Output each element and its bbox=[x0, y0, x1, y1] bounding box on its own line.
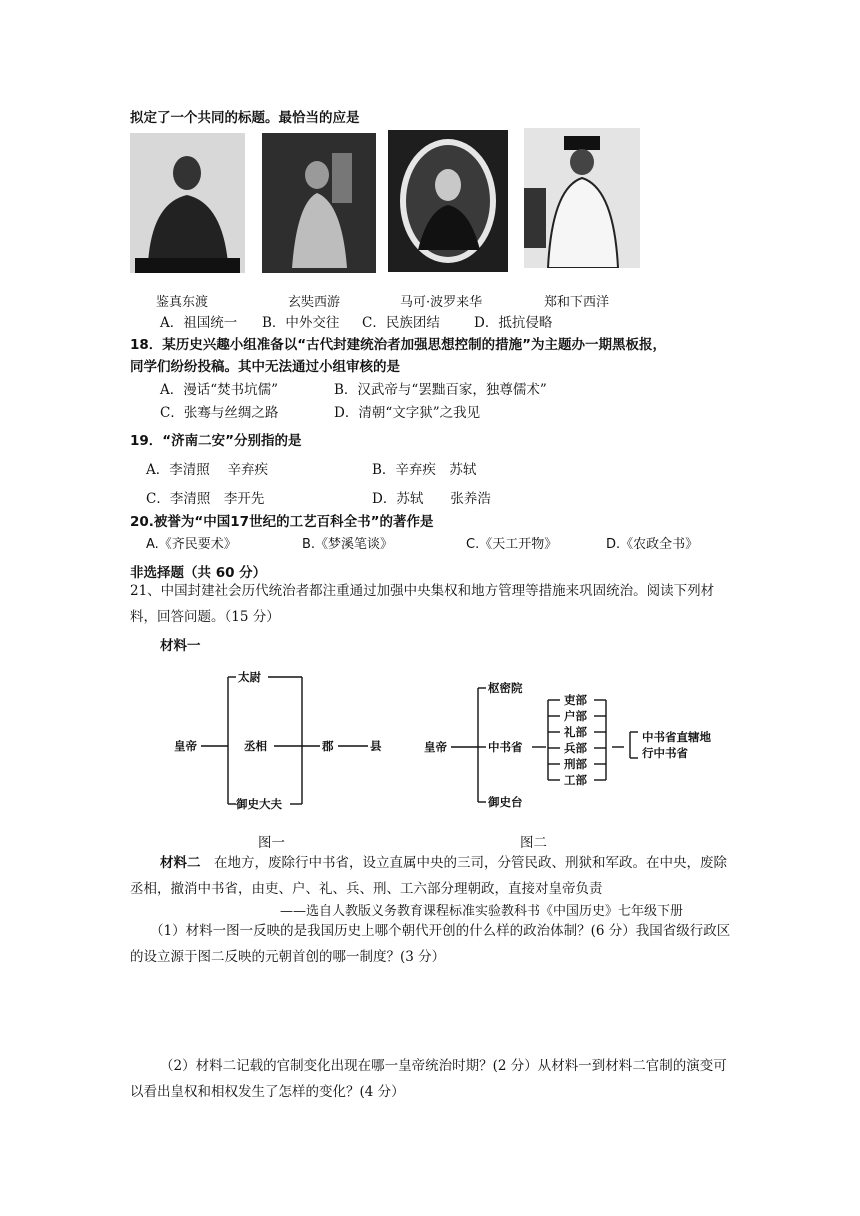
fig1-yushi: 御史大夫 bbox=[236, 797, 282, 811]
q19-stem: 19．“济南二安”分别指的是 bbox=[130, 433, 302, 449]
figure1-caption: 图一 bbox=[258, 835, 285, 851]
zhenghe-portrait-image bbox=[524, 128, 640, 268]
q17-option-d: D．抵抗侵略 bbox=[474, 315, 553, 331]
q18-option-d: D．清朝“文字狱”之我见 bbox=[334, 405, 481, 421]
jianzhen-portrait-image bbox=[130, 133, 245, 273]
material2-text: 在地方，废除行中书省，设立直属中央的三司，分管民政、刑狱和军政。在中央，废除丞相，撤消中书省，由吏、户、礼、兵、刑、工六部分理朝政，直接对皇帝负责 bbox=[130, 855, 727, 897]
xuanzang-portrait-image bbox=[262, 133, 376, 273]
fig2-ministry-bing: 兵部 bbox=[564, 741, 587, 755]
fig2-ministry-hu: 户部 bbox=[564, 709, 587, 723]
q21-stem: 21、中国封建社会历代统治者都注重通过加强中央集权和地方管理等措施来巩固统治。阅读下列材料，回答问题。（15 分） bbox=[130, 583, 715, 625]
figure2-yuan-diagram bbox=[420, 670, 740, 815]
material2-label: 材料二 bbox=[160, 855, 201, 871]
q20-stem: 20.被誉为“中国17世纪的工艺百科全书”的著作是 bbox=[130, 514, 434, 530]
q18-stem-line2: 同学们纷纷投稿。其中无法通过小组审核的是 bbox=[130, 359, 400, 375]
q19-option-b: B．辛弃疾 苏轼 bbox=[372, 462, 477, 478]
q18-option-c: C．张骞与丝绸之路 bbox=[160, 405, 279, 421]
caption-zhenghe: 郑和下西洋 bbox=[544, 295, 610, 310]
q17-option-c: C．民族团结 bbox=[362, 315, 440, 331]
marco-polo-portrait-image bbox=[388, 130, 508, 272]
caption-marco-polo: 马可·波罗来华 bbox=[400, 295, 483, 310]
q20-option-d: D.《农政全书》 bbox=[606, 537, 699, 552]
fig2-zhongshu: 中书省 bbox=[488, 740, 523, 754]
fig2-local-province: 行中书省 bbox=[642, 746, 688, 760]
fig2-yushitai: 御史台 bbox=[488, 795, 523, 809]
caption-xuanzang: 玄奘西游 bbox=[288, 295, 341, 310]
section-title: 非选择题（共 60 分） bbox=[130, 565, 267, 581]
q18-stem-line1: 18．某历史兴趣小组准备以“古代封建统治者加强思想控制的措施”为主题办一期黑板报， bbox=[130, 337, 667, 353]
q21-sub2: （2）材料二记载的官制变化出现在哪一皇帝统治时期？(2 分）从材料一到材料二官制的演变可以看出皇权和相权发生了怎样的变化？(4 分） bbox=[130, 1058, 727, 1100]
fig2-ministry-xing: 刑部 bbox=[564, 757, 587, 771]
q19-option-a: A．李清照 辛弃疾 bbox=[146, 462, 269, 478]
fig2-ministry-li: 吏部 bbox=[564, 693, 587, 707]
fig2-local-direct: 中书省直辖地 bbox=[642, 730, 711, 744]
q19-option-c: C．李清照 李开先 bbox=[146, 491, 265, 507]
fig1-emperor: 皇帝 bbox=[174, 739, 197, 753]
q17-option-a: A．祖国统一 bbox=[160, 315, 238, 331]
fig1-taiwei: 太尉 bbox=[238, 670, 261, 684]
fig2-ministry-gong: 工部 bbox=[564, 773, 587, 787]
q18-option-b: B．汉武帝与“罢黜百家，独尊儒术” bbox=[334, 382, 547, 398]
intro-line: 拟定了一个共同的标题。最恰当的应是 bbox=[130, 110, 360, 126]
material2-paragraph bbox=[130, 850, 736, 902]
material1-label: 材料一 bbox=[160, 638, 201, 654]
fig1-chengxiang: 丞相 bbox=[244, 739, 267, 753]
fig2-ministry-li2: 礼部 bbox=[564, 725, 587, 739]
figure2-caption: 图二 bbox=[520, 835, 547, 851]
caption-jianzhen: 鉴真东渡 bbox=[156, 295, 209, 310]
q17-option-b: B．中外交往 bbox=[262, 315, 340, 331]
q19-option-d: D．苏轼 张养浩 bbox=[372, 491, 491, 507]
fig2-emperor: 皇帝 bbox=[424, 740, 447, 754]
material2-source: ——选自人教版义务教育课程标准实验教科书《中国历史》七年级下册 bbox=[280, 904, 684, 919]
q18-option-a: A．漫话“焚书坑儒” bbox=[160, 382, 279, 398]
q21-sub1: （1）材料一图一反映的是我国历史上哪个朝代开创的什么样的政治体制？(6 分）我国省级行政区的设立源于图二反映的元朝首创的哪一制度？(3 分） bbox=[130, 923, 731, 965]
q20-option-c: C.《天工开物》 bbox=[466, 537, 558, 552]
figure1-qin-diagram bbox=[170, 665, 400, 815]
q20-option-a: A.《齐民要术》 bbox=[146, 537, 237, 552]
fig1-jun: 郡 bbox=[322, 739, 334, 753]
q20-option-b: B.《梦溪笔谈》 bbox=[302, 537, 394, 552]
fig1-xian: 县 bbox=[370, 739, 382, 753]
fig2-shumi: 枢密院 bbox=[488, 681, 523, 695]
